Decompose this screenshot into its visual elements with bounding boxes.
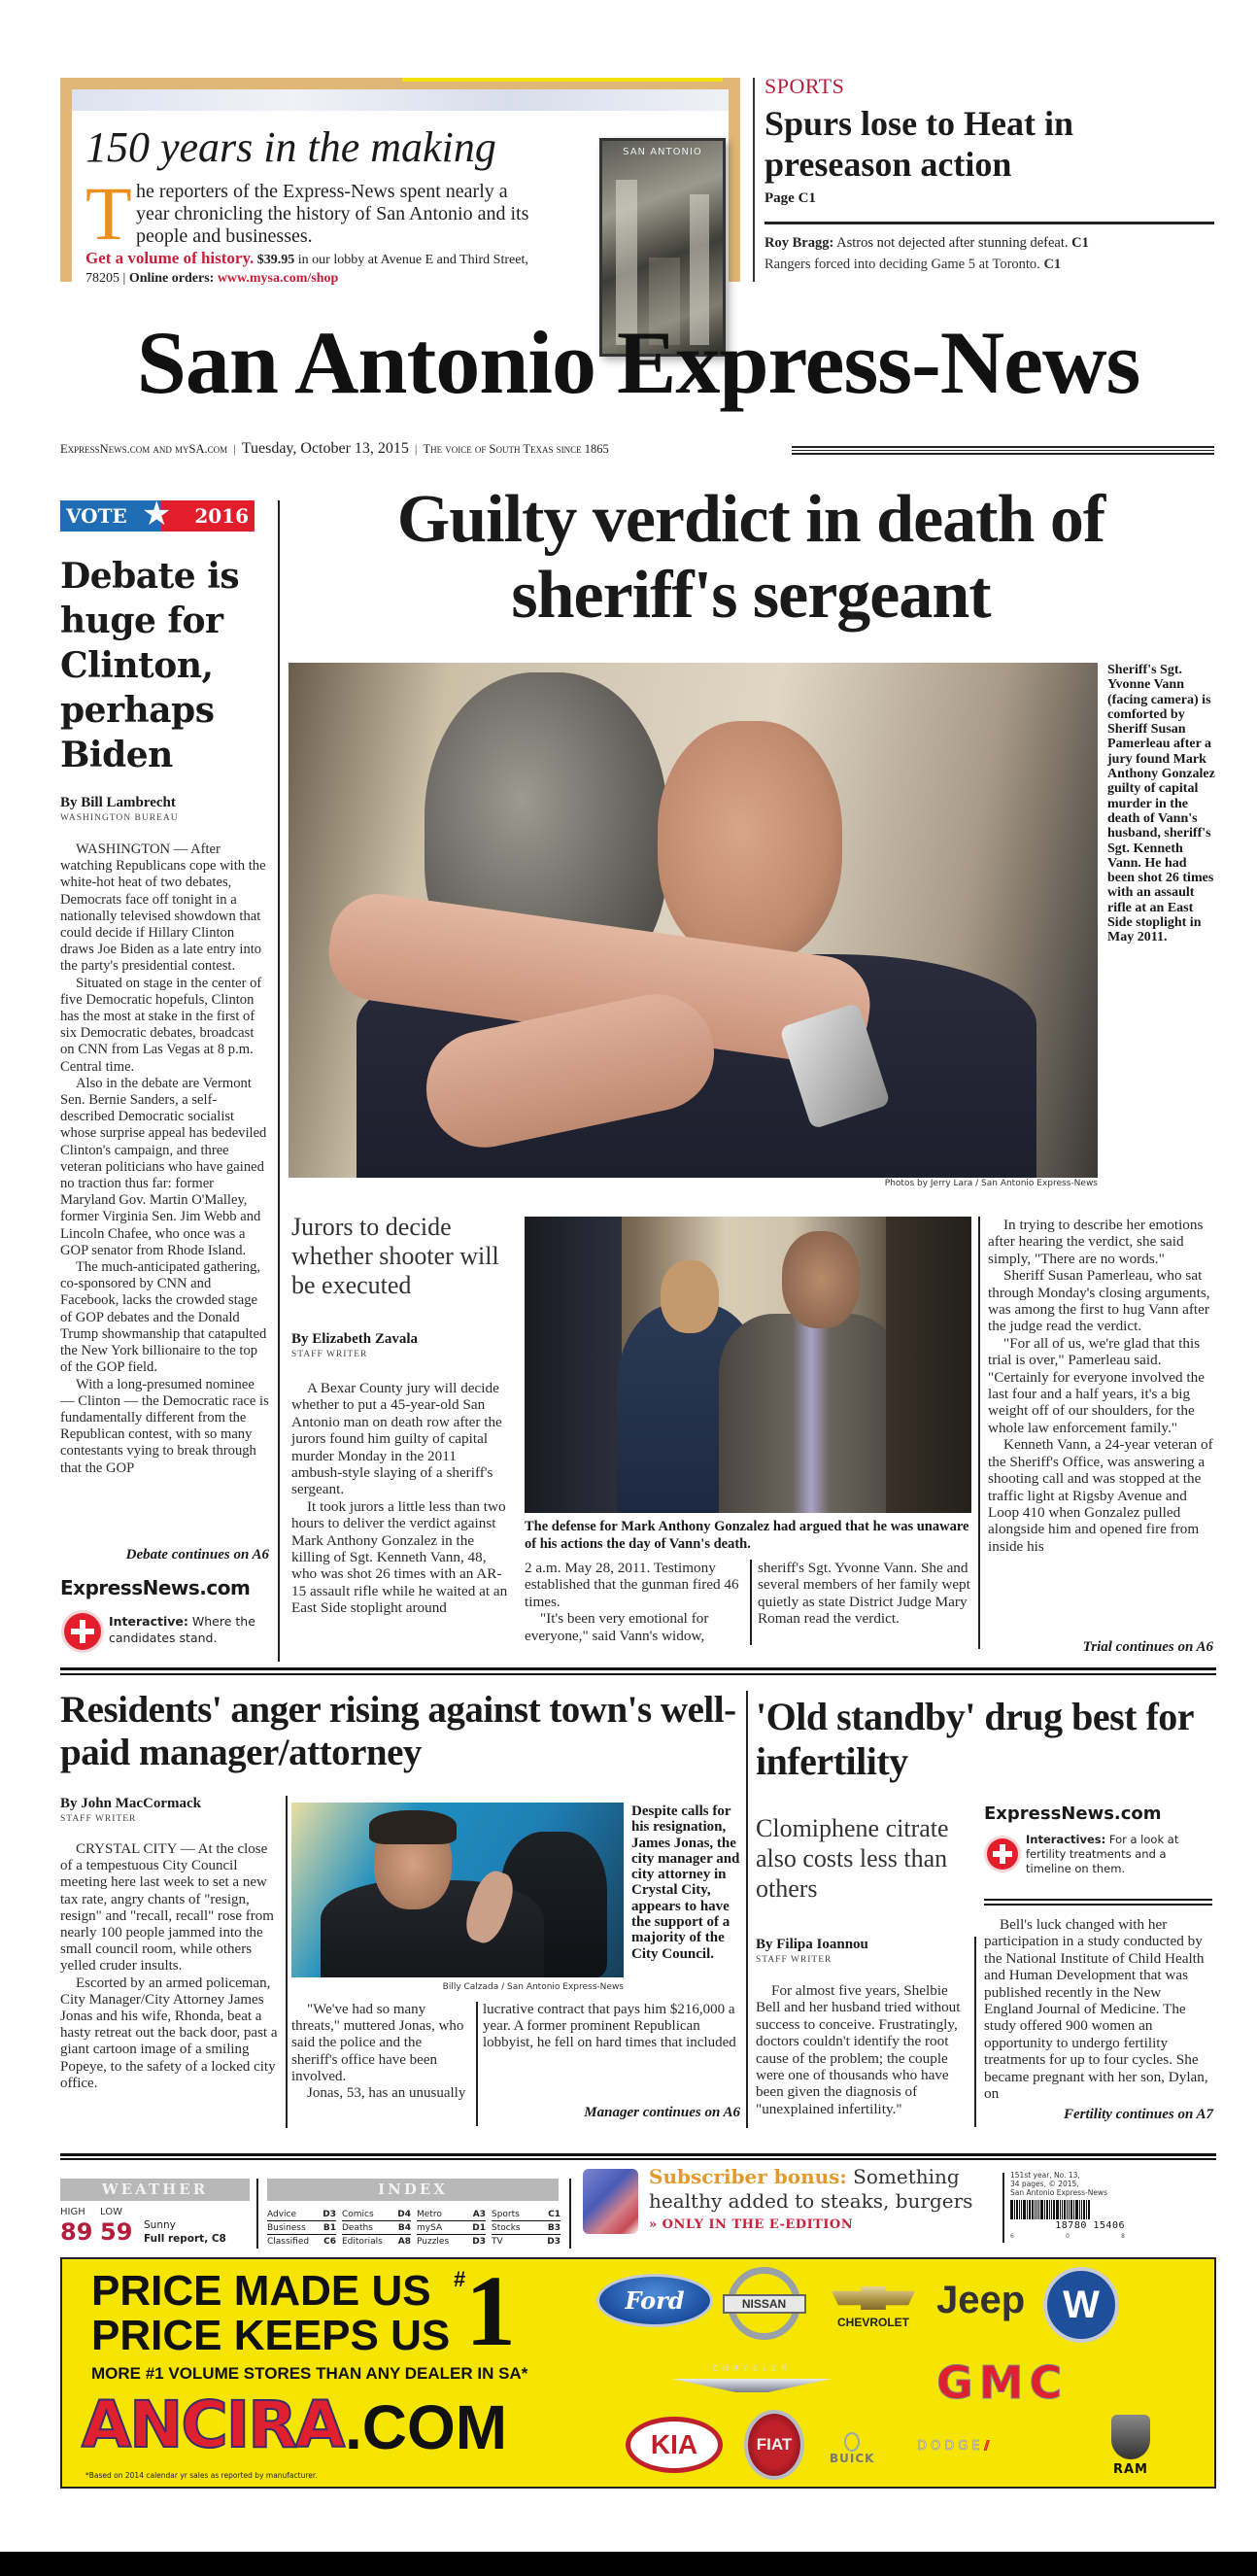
sports-page-ref: Page C1: [764, 190, 816, 206]
expressnews-web-label[interactable]: ExpressNews.com: [984, 1803, 1162, 1824]
column-divider: [286, 1796, 288, 2128]
ancira-logo: ANCIRA: [82, 2387, 344, 2462]
barcode-bar: [1049, 2200, 1050, 2219]
barcode-bar: [1019, 2200, 1020, 2219]
verdict-article-col3: [758, 1560, 971, 1628]
byline-name: By Bill Lambrecht: [60, 795, 176, 810]
byline-bureau: WASHINGTON BUREAU: [60, 813, 179, 823]
fertility-article-col2: [984, 1916, 1213, 2102]
dodge-stripes-icon: //: [983, 2439, 988, 2454]
index-page: B3: [547, 2223, 561, 2233]
interactive-label: Interactives:: [1026, 1833, 1106, 1846]
paragraph: Situated on stage in the center of five Democratic hopefuls, Clinton has the most at stake in the first of six Democratic debates, broadcast on CNN from Las Vegas at 8 p.m. Central time.: [60, 975, 262, 1075]
barcode-bar: [1088, 2200, 1090, 2219]
paragraph: "We've had so many threats," muttered Jonas, who said the police and the sheriff's office have been involved.: [291, 2002, 464, 2084]
ad-headline-line1: PRICE MADE US: [91, 2267, 431, 2315]
photo-deputy-face: [661, 1260, 719, 1333]
barcode-bar: [1081, 2200, 1082, 2219]
section-double-rule: [984, 1899, 1212, 1906]
hug-photo: [289, 663, 1098, 1178]
barcode-bar: [1064, 2200, 1066, 2219]
promo-cta-lead: Get a volume of history.: [85, 249, 255, 267]
index-page: A3: [472, 2210, 486, 2219]
index-page: D4: [397, 2210, 411, 2219]
paragraph: CRYSTAL CITY — At the close of a tempestuous City Council meeting here last week to set a new tax rate, angry chants of "resign, resign" and "recall, recall" rose from nearly 100 people jammed into the small council room, while others yelled cruder insults.: [60, 1841, 274, 1975]
subscriber-text: Something: [846, 2165, 960, 2188]
index-item[interactable]: [492, 2222, 561, 2235]
issue-info: [1010, 2171, 1146, 2197]
index-section-name: Stocks: [492, 2223, 521, 2233]
index-section-name: Comics: [342, 2210, 374, 2219]
subscriber-bonus-line2[interactable]: healthy added to steaks, burgers: [649, 2189, 973, 2213]
index-page: D3: [472, 2237, 486, 2247]
dateline-rules: [792, 446, 1214, 455]
barcode-bar: [1067, 2200, 1068, 2219]
bowtie-icon: [832, 2286, 915, 2310]
index-section-name: Deaths: [342, 2223, 373, 2233]
barcode-bar: [1010, 2200, 1013, 2219]
plus-icon: [987, 1838, 1018, 1870]
paragraph: A Bexar County jury will decide whether to put a 45-year-old San Antonio man on death row after the jurors found him guilty of capital murder Monday in the 2011 ambush-style slaying of a sheriff's sergeant.: [291, 1380, 502, 1498]
paragraph: Jonas, 53, has an unusually: [307, 2085, 466, 2102]
index-page: D1: [472, 2223, 486, 2233]
index-item[interactable]: [342, 2236, 411, 2248]
index-section-name: Puzzles: [417, 2237, 450, 2247]
verdict-byline: [291, 1331, 418, 1359]
index-page: D3: [323, 2210, 336, 2219]
fertility-article-col1: [756, 1982, 968, 2117]
barcode-bar: [1062, 2200, 1063, 2219]
teaser-page: C1: [1039, 257, 1062, 272]
section-double-rule: [60, 2153, 1216, 2160]
main-headline[interactable]: Guilty verdict in death of sheriff's sergeant: [396, 482, 1105, 633]
ad-headline-line2: PRICE KEEPS US: [91, 2312, 451, 2359]
column-divider: [978, 1217, 980, 1649]
buick-shield-icon: [844, 2432, 860, 2452]
paragraph: Sheriff Susan Pamerleau, who sat through Monday's closing arguments, was among the first to hug Vann after the judge read the verdict.: [988, 1267, 1210, 1335]
manager-article-col2: [291, 2002, 471, 2102]
dateline-separator: |: [233, 441, 236, 456]
barcode-bar: [1075, 2200, 1078, 2219]
weather-high-temp: 89: [60, 2218, 93, 2246]
barcode-bar: [1040, 2200, 1043, 2219]
paragraph: For almost five years, Shelbie Bell and her husband tried without success to conceive. Frustratingly, doctors couldn't identify the root cause of the problem; the couple were one of thousands who have been given the diagnosis of "unexplained infertility.": [756, 1982, 961, 2117]
barcode-bar: [1036, 2200, 1037, 2219]
index-section-name: mySA: [417, 2223, 443, 2233]
index-section-name: Editorials: [342, 2237, 383, 2247]
kia-logo: KIA: [626, 2417, 723, 2473]
dateline: [60, 440, 609, 458]
e-edition-link[interactable]: » ONLY IN THE E-EDITION: [649, 2217, 854, 2232]
barcode-bar: [1069, 2200, 1070, 2219]
column-divider: [476, 2002, 478, 2126]
weather-low-label: LOW: [100, 2207, 122, 2217]
promo-title: 150 years in the making: [85, 123, 496, 171]
candidates-interactive-promo[interactable]: [109, 1613, 274, 1646]
barcode-bar: [1021, 2200, 1022, 2219]
paragraph: Also in the debate are Vermont Sen. Bernie Sanders, a self-described Democratic socialist whose surprise appeal has bedeviled Clinton's campaign, and three veteran politicians who have gained no traction thus far: former Maryland Gov. Martin O'Malley, former Virginia Sen. Jim Webb and Lincoln Chafee, who once was a GOP senator from Rhode Island.: [60, 1075, 267, 1258]
paragraph: WASHINGTON — After watching Republicans cope with the white-hot heat of two debates, Democrats face off tonight in a nationally televised showdown that could decide if Hillary Clinton draws Joe Biden as a late entry into the party's presidential contest.: [60, 841, 266, 975]
chevrolet-wordmark: CHEVROLET: [836, 2316, 909, 2329]
column-divider: [750, 1560, 752, 1645]
ancira-advertisement[interactable]: [60, 2257, 1216, 2489]
jonas-photo-credit: Billy Calzada / San Antonio Express-News: [442, 1982, 624, 1992]
index-table: [267, 2209, 561, 2248]
plus-icon: [64, 1613, 101, 1650]
barcode-bar: [1060, 2200, 1061, 2219]
interactive-text: For a look at fertility treatments and a timeline on them.: [1026, 1833, 1179, 1875]
sports-rule: [764, 222, 1214, 224]
jonas-photo-caption: Despite calls for his resignation, James Jonas, the city manager and city attorney in Crystal City, appears to have the support of a majority of the City Council.: [631, 1803, 740, 1962]
paragraph: Escorted by an armed policeman, City Manager/City Attorney James Jonas and his wife, Rhonda, beat a hasty retreat out the back door, past a giant cartoon image of a smiling Popeye, to the safety of a locked city office.: [60, 1975, 278, 2091]
promo-location: in our lobby at Avenue E and Third Street, 78205 |: [85, 253, 528, 286]
index-item[interactable]: [342, 2209, 411, 2221]
byline-name: By John MacCormack: [60, 1796, 201, 1811]
fertility-interactive-promo[interactable]: [1026, 1833, 1214, 1876]
paragraph: lucrative contract that pays him $216,000 a year. A former prominent Republican lobbyist, he fell on hard times that included: [483, 2002, 736, 2051]
paragraph: 2 a.m. May 28, 2011. Testimony established that the gunman fired 46 times.: [525, 1560, 739, 1610]
ancira-domain[interactable]: .COM: [345, 2392, 508, 2462]
index-section-name: Business: [267, 2223, 306, 2233]
index-item[interactable]: [492, 2236, 561, 2248]
promo-cta: [85, 249, 552, 288]
debate-headline[interactable]: Debate is huge for Clinton, perhaps Biden: [60, 556, 240, 775]
debate-article-body: [60, 841, 269, 1477]
barcode-bar: [1056, 2200, 1059, 2219]
dateline-date: Tuesday, October 13, 2015: [241, 440, 409, 457]
courtroom-photo: [525, 1217, 971, 1513]
index-page: C1: [548, 2210, 561, 2219]
sports-teaser-astros[interactable]: [764, 235, 1216, 252]
barcode-bar: [1051, 2200, 1052, 2219]
manager-jump-link[interactable]: Manager continues on A6: [584, 2105, 740, 2120]
index-item[interactable]: [417, 2222, 486, 2235]
column-divider: [746, 1691, 748, 2128]
teaser-author: Roy Bragg:: [764, 235, 834, 251]
photo-defendant-face: [782, 1231, 860, 1328]
paragraph: With a long-presumed nominee — Clinton — the Democratic race is fundamentally different from the Republican contest, with so many contestants vying to break through that the GOP: [60, 1376, 269, 1476]
ram-head-icon: [1111, 2415, 1150, 2459]
verdict-article-col1: [291, 1380, 510, 1617]
barcode-bar: [1053, 2200, 1055, 2219]
index-section-name: Sports: [492, 2210, 520, 2219]
barcode-bar: [1083, 2200, 1085, 2219]
nissan-wordmark: NISSAN: [723, 2294, 806, 2314]
byline-name: By Filipa Ioannou: [756, 1937, 868, 1952]
verdict-article-col4: [988, 1217, 1213, 1555]
barcode-bar: [1038, 2200, 1039, 2219]
column-divider: [278, 500, 280, 1662]
teaser-text: Astros not dejected after stunning defeat.: [833, 235, 1069, 251]
index-item[interactable]: [417, 2209, 486, 2221]
star-icon: ★: [142, 495, 172, 533]
debate-jump-link[interactable]: Debate continues on A6: [125, 1547, 269, 1563]
paragraph: In trying to describe her emotions after hearing the verdict, she said simply, "There are no words.": [988, 1217, 1204, 1267]
barcode-bar: [1044, 2200, 1045, 2219]
teaser-page: C1: [1068, 235, 1089, 251]
photo-face-shape: [658, 721, 842, 964]
barcode-bar: [1079, 2200, 1080, 2219]
manager-headline[interactable]: Residents' anger rising against town's well-paid manager/attorney: [60, 1689, 736, 1773]
index-page: B1: [323, 2223, 336, 2233]
volkswagen-logo: W: [1043, 2267, 1119, 2343]
promo-online-label: Online orders:: [128, 271, 218, 286]
ad-hash-symbol: #: [454, 2267, 466, 2291]
teaser-text: Rangers forced into deciding Game 5 at Toronto.: [764, 257, 1040, 272]
vote-badge-right: 2016: [161, 500, 255, 532]
fertility-deck: Clomiphene citrate also costs less than others: [756, 1814, 949, 1903]
vote-badge-left: VOTE: [60, 500, 161, 532]
dodge-wordmark: DODGE: [917, 2439, 984, 2454]
index-section-name: Metro: [417, 2210, 442, 2219]
sports-teaser-rangers[interactable]: [764, 257, 1216, 273]
promo-accent-bar: [402, 78, 723, 82]
barcode-number: 18780 15406: [1055, 2220, 1125, 2231]
section-double-rule: [60, 1667, 1216, 1675]
barcode-bar: [1035, 2200, 1036, 2219]
promo-dropcap: T: [85, 171, 132, 256]
chrysler-wings-icon: [672, 2379, 832, 2392]
verdict-deck: Jurors to decide whether shooter will be executed: [291, 1213, 499, 1299]
paragraph: The much-anticipated gathering, co-sponsored by CNN and Facebook, lacks the crowded stage of GOP debates and the Donald Trump showmanship that catapulted the New York billionaire to the top of the GOP field.: [60, 1259, 267, 1376]
buick-wordmark: BUICK: [830, 2452, 875, 2465]
index-item[interactable]: [492, 2209, 561, 2221]
column-divider: [974, 1937, 976, 2127]
index-item[interactable]: [267, 2222, 336, 2235]
paragraph: It took jurors a little less than two hours to deliver the verdict against Mark Anthony Gonzalez in the killing of Sgt. Kenneth Vann, 48, who was shot 26 times with an AR-15 assault rifle while he waited at an East Side stoplight around: [291, 1497, 508, 1617]
paragraph: "For all of us, we're glad that this trial is over," Pamerleau said. "Certainly for everyone involved the last four and a half years, it's a big weight off of our shoulders, for the whole law enforcement family.": [988, 1334, 1205, 1436]
index-item[interactable]: [417, 2236, 486, 2248]
main-photo-credit: Photos by Jerry Lara / San Antonio Express-News: [884, 1179, 1098, 1188]
barcode-bar: [1086, 2200, 1087, 2219]
manager-article-col3: [483, 2002, 740, 2052]
fiat-logo: FIAT: [744, 2410, 804, 2480]
paragraph: "It's been very emotional for everyone," said Vann's widow,: [525, 1610, 709, 1644]
index-page: A8: [397, 2237, 411, 2247]
promo-stripe: [72, 89, 729, 111]
byline-name: By Elizabeth Zavala: [291, 1331, 419, 1347]
barcode-digit: 0: [1066, 2233, 1070, 2240]
barcode-bar: [1046, 2200, 1048, 2219]
weather-report-link[interactable]: Full report, C8: [144, 2233, 226, 2245]
jonas-photo: [291, 1803, 624, 1977]
barcode-bar: [1016, 2200, 1018, 2219]
photo-defendant-shape: [719, 1314, 903, 1513]
barcode-sub-digits: [1010, 2233, 1125, 2240]
barcode-bar: [1073, 2200, 1074, 2219]
dateline-tagline: The voice of South Texas since 1865: [423, 442, 609, 456]
courtroom-photo-caption: The defense for Mark Anthony Gonzalez had argued that he was unaware of his actions the day of Vann's death.: [525, 1519, 969, 1552]
index-section-name: TV: [492, 2237, 503, 2247]
barcode-digit: 6: [1010, 2233, 1014, 2240]
ad-subline: MORE #1 VOLUME STORES THAN ANY DEALER IN SA*: [91, 2364, 528, 2383]
ram-wordmark: RAM: [1112, 2462, 1148, 2477]
chrysler-wordmark: CHRYSLER: [712, 2364, 792, 2373]
index-page: C6: [323, 2237, 336, 2247]
dodge-logo: [917, 2439, 987, 2454]
byline-role: STAFF WRITER: [60, 1814, 137, 1824]
fertility-headline[interactable]: 'Old standby' drug best for infertility: [756, 1695, 1194, 1783]
bottom-edge-bar: [0, 2552, 1257, 2576]
sports-divider: [753, 78, 755, 282]
index-item[interactable]: [342, 2222, 411, 2235]
barcode-digit: 8: [1121, 2233, 1125, 2240]
barcode-bar: [1032, 2200, 1034, 2219]
issue-line: San Antonio Express-News: [1010, 2188, 1107, 2197]
dateline-sites: ExpressNews.com and mySA.com: [60, 442, 228, 456]
issue-line: 151st year, No. 13,: [1010, 2171, 1080, 2180]
trial-jump-link[interactable]: Trial continues on A6: [1082, 1639, 1213, 1655]
column-divider: [569, 2179, 571, 2249]
ford-logo: Ford: [596, 2274, 713, 2327]
gmc-logo: GMC: [936, 2356, 1069, 2409]
interactive-text: Where the candidates stand.: [109, 1614, 255, 1645]
verdict-article-col2: [525, 1560, 743, 1644]
history-book-promo[interactable]: [60, 78, 740, 286]
manager-article-col1: [60, 1841, 282, 2092]
barcode-bar: [1070, 2200, 1072, 2219]
sports-headline[interactable]: Spurs lose to Heat in preseason action: [764, 104, 1074, 184]
main-photo-caption: Sheriff's Sgt. Yvonne Vann (facing camera) is comforted by Sheriff Susan Pamerleau after a jury found Mark Anthony Gonzalez guilty of capital murder in the death of Vann's husband, sheriff's Sgt. Kenneth Vann. He had been shot 26 times with an assault rifle at an East Side stoplight in May 2011.: [1107, 663, 1215, 945]
photo-hair-shape: [369, 1810, 457, 1844]
nissan-logo: [728, 2267, 800, 2340]
index-page: B4: [397, 2223, 411, 2233]
sports-section-label[interactable]: SPORTS: [764, 74, 845, 98]
photo-officer-shape: [525, 1217, 622, 1513]
barcode: [1010, 2200, 1125, 2219]
promo-shop-link[interactable]: www.mysa.com/shop: [217, 271, 339, 286]
weather-header: WEATHER: [60, 2179, 250, 2201]
issue-line: 34 pages, © 2015,: [1010, 2180, 1079, 2188]
subscriber-bonus-line1[interactable]: [649, 2165, 960, 2189]
index-item[interactable]: [267, 2236, 336, 2248]
paragraph: sheriff's Sgt. Yvonne Vann. She and several members of her family wept quietly as state District Judge Mary Roman read the verdict.: [758, 1560, 970, 1628]
byline-role: STAFF WRITER: [291, 1350, 368, 1359]
manager-byline: [60, 1796, 201, 1824]
newspaper-masthead-logo: San Antonio Express-News: [136, 313, 1140, 412]
chevrolet-logo: [825, 2279, 922, 2337]
barcode-bar: [1023, 2200, 1026, 2219]
chrysler-logo: [664, 2356, 839, 2400]
debate-byline: [60, 795, 179, 823]
subscriber-label: Subscriber bonus:: [649, 2165, 847, 2188]
fertility-jump-link[interactable]: Fertility continues on A7: [1063, 2107, 1213, 2122]
buick-logo: [830, 2432, 874, 2465]
weather-low-temp: 59: [100, 2218, 133, 2246]
ram-logo: [1111, 2415, 1150, 2477]
interactive-label: Interactive:: [109, 1614, 188, 1629]
expressnews-web-label[interactable]: ExpressNews.com: [60, 1576, 251, 1599]
index-header: INDEX: [267, 2179, 559, 2201]
byline-role: STAFF WRITER: [756, 1955, 832, 1965]
paragraph: Kenneth Vann, a 24-year veteran of the Sheriff's Office, was answering a shooting call and was stopped at the traffic light at Rigsby Avenue and Loop 410 when Gonzalez pulled alongside him and opened fire from inside his: [988, 1436, 1213, 1555]
barcode-bar: [1029, 2200, 1031, 2219]
photo-door-shape: [886, 1217, 971, 1513]
weather-high-label: HIGH: [60, 2207, 85, 2217]
index-item[interactable]: [267, 2209, 336, 2221]
index-section-name: Classified: [267, 2237, 310, 2247]
promo-price: $39.95: [256, 253, 295, 267]
column-divider: [256, 2179, 258, 2249]
column-divider: [1002, 2173, 1004, 2243]
weather-condition: Sunny: [144, 2219, 176, 2231]
ad-fine-print: *Based on 2014 calendar yr sales as reported by manufacturer.: [85, 2471, 318, 2480]
index-page: D3: [547, 2237, 561, 2247]
jeep-logo: Jeep: [936, 2279, 1026, 2321]
dateline-separator: |: [414, 441, 418, 456]
index-section-name: Advice: [267, 2210, 297, 2219]
ad-number-one: 1: [465, 2257, 516, 2367]
book-title: SAN ANTONIO: [623, 147, 702, 157]
paragraph: Bell's luck changed with her participation in a study conducted by the National Institute of Child Health and Human Development that was published recently in the New England Journal of Medicine. The study offered 900 women an opportunity to undergo fertility treatments for up to four cycles. She became pregnant with her son, Dylan, on: [984, 1916, 1208, 2103]
barcode-bar: [1027, 2200, 1028, 2219]
promo-body: he reporters of the Express-News spent nearly a year chronicling the history of San Antonio and its people and businesses.: [136, 181, 529, 247]
barcode-bar: [1014, 2200, 1015, 2219]
steak-burger-image: [583, 2169, 638, 2234]
fertility-byline: [756, 1937, 868, 1965]
